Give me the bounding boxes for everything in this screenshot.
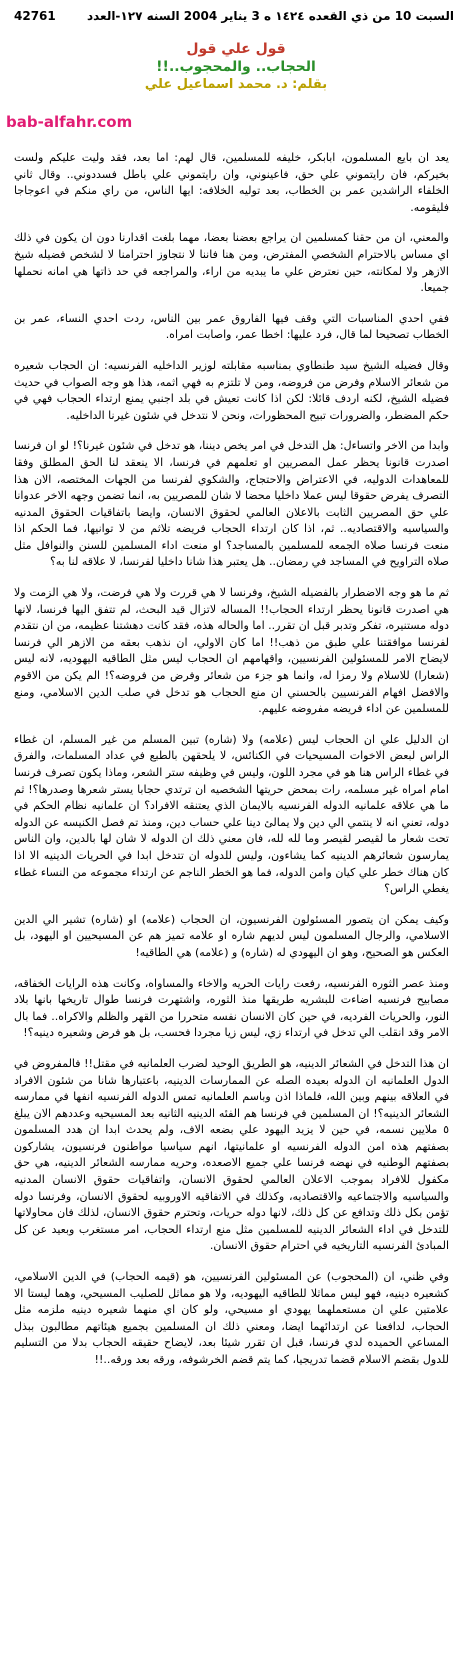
author-byline: بقلم: د. محمد اسماعيل علي [144,77,328,92]
paragraph: ان هذا التدخل في الشعائر الدينيه، هو الطريق الوحيد لضرب العلمانيه في مقتل!! فالمفروض في الدول العلمانيه ان الدوله بعيده الصله عن الممارسات الدينيه، باعتبارها شانا من شئون الافراد في العلاقه بينهم وبين الله، فلماذا اذن وباسم العلمانيه تمس الدوله الفرنسيه انفها في ممارسه الشعائر الدينيه؟! ان المسلمين في فرنسا هم الفئه الدينيه الثانيه بعد المسيحيه وعددهم الان يبلغ ٥ ملايين نسمه، في حين لا يزيد اليهود علي بضعه الاف، ولم يحدث ابدا ان هدد المسلمون بصفتهم هذه امن الدوله الفرنسيه او علمانيتها، انهم سياسيا مواطنون فرنسيون، يشاركون بصفتهم الوطنيه في نهضه فرنسا علي جميع الاصعده، وحريه ممارسه الشعائر الدينيه، هي حق مكفول للافراد بموجب الاعلان العالمي لحقوق الانسان، واتفاقيات حقوق الانسان المدنيه والسياسيه والاجتماعيه والاقتصاديه، وكذلك في الاتفاقيه الاوروبيه لحقوق الانسان، وفرنسا دوله تؤمن بكل ذلك وتدافع عن كل ذلك، لانها دوله حريات، وتحترم حقوق الانسان، لذلك فان محاولاتها للتدخل في اداء الشعائر الدينيه للمسلمين مثل منع ارتداء الحجاب، امر مستغرب وبعيد عن كل المبادئ الفرنسيه التاريخيه في احترام حقوق الانسان. [14,1056,449,1253]
column-title: قول علي قول [186,41,286,57]
paragraph: ان الدليل علي ان الحجاب ليس (علامه) ولا (شاره) تبين المسلم من غير المسلم، ان غطاء الراس لبعض الاخوات المسيحيات في الكنائس، لا يلحقهن بالطبع في عداد المسلمات، والفرق في غطاء الراس هنا هو في مجرد اللون، وليس في وظيفه ستر الشعر، وماذا يكون تصرف فرنسا امام امراه غير مسلمه، رات بمحض حريتها الشخصيه ان ترتدي حجابا يستر شعرها وصدرها؟! ثم ما هي علاقه علمانيه الدوله الفرنسيه بالايمان الذي يعتنقه الافراد؟ ان علمانيه نظام الحكم في دوله، تعني انه لا ينتمي الي دين ولا يمالئ دينا علي حساب دين، ومنذ تم فصل الكنيسه عن الدوله تحت شعار ما لقيصر لقيصر وما لله لله، فان معني ذلك ان الدوله لا شان لها بالدين، وان الناس يمارسون شعائرهم الدينيه كما يشاءون، وليس للدوله ان تتدخل ابدا في الحريات الدينيه الا اذا كان هناك خطر علي كيان وامن الدوله، فما هو الخطر الناجم عن ارتداء مجموعه من النساء غطاء يغطي الراس؟ [14,732,449,896]
date-line: السبت 10 من ذي القعده ١٤٢٤ ه 3 يناير 2004 السنه ١٢٧-العدد [86,9,454,23]
issue-number: 42761 [14,9,56,23]
paragraph: ومنذ عصر الثوره الفرنسيه، رفعت رايات الحريه والاخاء والمساواه، وكانت هذه الرايات الخفاقه، مصابيح فرنسيه اضاءت للبشريه طريقها منذ الثوره، واشتهرت فرنسا طوال تاريخها بانها بلاد النور، والحريات الفرديه، في حين كان الانسان نفسه متحررا من القهر والظلم والاكراه.. فما بال الامر وقد انقلب الي تدخل في ارتداء زي، ليس زيا مجردا فحسب، بل هو فرض وشعيره دينيه؟! [14,976,449,1040]
newspaper-header [14,6,454,26]
paragraph: وقال فضيله الشيخ سيد طنطاوي بمناسبه مقابلته لوزير الداخليه الفرنسيه: ان الحجاب شعيره من شعائر الاسلام وفرض من فروضه، ومن لا تلتزم به فهي اثمه، هذا هو وجه الصواب في حديث فضيله الشيخ، لكنه اردف قائلا: لكن اذا كانت تعيش في بلد اجنبي يمنع ارتداء الحجاب فهي في حكم المضطر، والضرورات تبيح المحظورات، ونحن لا نتدخل في شئون غيرنا الداخليه. [14,358,449,422]
paragraph: والمعني، ان من حقنا كمسلمين ان يراجع بعضنا بعضا، مهما بلغت اقدارنا دون ان يكون في ذلك اي مساس بالاحترام الشخصي المفترض، ومن هنا فاننا لا نتجاوز احترامنا لا لشخص فضيله شيخ الازهر ولا لمكانته، حين نعترض علي ما يبديه من اراء، والمراجعه في حد ذاتها هي امانه نحملها جميعا. [14,231,449,295]
site-watermark: bab-alfahr.com [6,113,133,131]
paragraph: وكيف يمكن ان يتصور المسئولون الفرنسيون، ان الحجاب (علامه) او (شاره) تشير الي الدين الاسلامي، والرجال المسلمون ليس لديهم شاره او علامه تميز هم عن المسيحيين او اليهود، بل العكس هو الصحيح، وهو ان اليهودي له (شاره) و (علامه) هي الطاقيه! [14,912,449,959]
paragraph: وابدا من الاخر واتساءل: هل التدخل في امر يخص ديننا، هو تدخل في شئون غيرنا؟! لو ان فرنسا اصدرت قانونا يحظر عمل المصريين او تعلمهم في فرنسا، الا ينعقد لنا الحق المطلق وفقا للمعاهدات الدوليه، في الاعتراض والاحتجاج، والشكوي لفرنسا من الجهات المختصه، الان هذا التصرف يفرض حقوقا ليس عملا داخليا محضا لا شان للمصريين به، انما تضمن وجهه الاخر عدوانا علي حق المصريين الثابت بالاعلان العالمي لحقوق الانسان، وايضا باتفاقيات الحقوق المدنيه والسياسيه والاقتصاديه.. ثم، اذا كان ارتداء الحجاب فريضه تلاثم من لا توانيها، فما الحكم اذا منعت فرنسا صلاه الجمعه للمسلمين بالمساجد؟ او منعت اداء المسلمين للسنن والنوافل مثل صلاه التراويح في المساجد في رمضان.. هل يعتبر هذا شانا داخليا لفرنسا، لا علاقه لنا به؟ [14,439,449,569]
article-body [14,150,449,1383]
paragraph: وفي ظني، ان (المحجوب) عن المسئولين الفرنسيين، هو (قيمه الحجاب) في الدين الاسلامي، كشعيره دينيه، فهو ليس مماثلا للطاقيه اليهوديه، ولا هو مماثل للصليب المسيحي، وهما ليستا الا علامتين علي ان مستعملهما يهودي او مسيحي، ولو كان اي منهما شعيره دينيه ملزمه مثل الحجاب، لدافعنا عن ارتدائهما ايضا، ومعني ذلك ان المسلمين بجميع هيئاتهم مطالبون ببذل المساعي الحميده لدي فرنسا، قبل ان تقرر شيئا بعد، لايضاح حقيقه الحجاب بدلا من التسليم للدول بقضم الاسلام قضما تدريجيا، كما يتم قضم الخرشوفه، ورقه بعد ورقه..!! [14,1270,449,1366]
paragraph: يعد ان بايع المسلمون، ابابكر، خليفه للمسلمين، قال لهم: اما بعد، فقد وليت عليكم ولست بخيركم، فان رايتموني علي حق، فاعينوني، وان رايتموني علي باطل فسددوني.. وقال ثاني الخلفاء الراشدين عمر بن الخطاب، بعد توليه الخلافه: ايها الناس، من راي منكم في اعوجاجا فليقومه. [14,151,449,214]
paragraph: ففي احدي المناسبات التي وقف فيها الفاروق عمر بين الناس، ردت احدي النساء، عمر بن الخطاب تصحيحا لما قال، فرد عليها: اخطا عمر، واصابت امراه. [14,311,449,342]
article-titles [0,40,472,94]
paragraph: ثم ما هو وجه الاضطرار بالفضيله الشيخ، وفرنسا لا هي قررت ولا هي فرضت، ولا هي الزمت ولا هي اصدرت قانونا يحظر ارتداء الحجاب!! المساله لاتزال قيد البحث، لم تتفق اليها فرنسا، لانها دوله مستنيره، تفكر وتدبر قبل ان تقرر.. اما والحاله هذه، فقد كانت دهشتنا عظيمه، من ان نتقدم لفرنسا موافقتنا علي طبق من ذهب!! اما كان الاولي، ان نذهب بعقه من الازهر الي فرنسا لايضاح الامر للمسئولين الفرنسيين، واقهامهم ان الحجاب ليس مثل الطاقيه اليهوديه، لانه ليس (شعارا) للاسلام ولا رمزا له، وانما هو جزء من شعائر وفرض من فروضه؟! الم يكن من الاقوم والافضل افهام الفرنسيين بالحسني ان منع الحجاب هو تدخل في صلب الدين الاسلامي، ومنع للمسلمين عن اداء فريضه مفروضه عليهم. [14,586,449,716]
article-headline: الحجاب.. والمحجوب..!! [156,59,316,75]
